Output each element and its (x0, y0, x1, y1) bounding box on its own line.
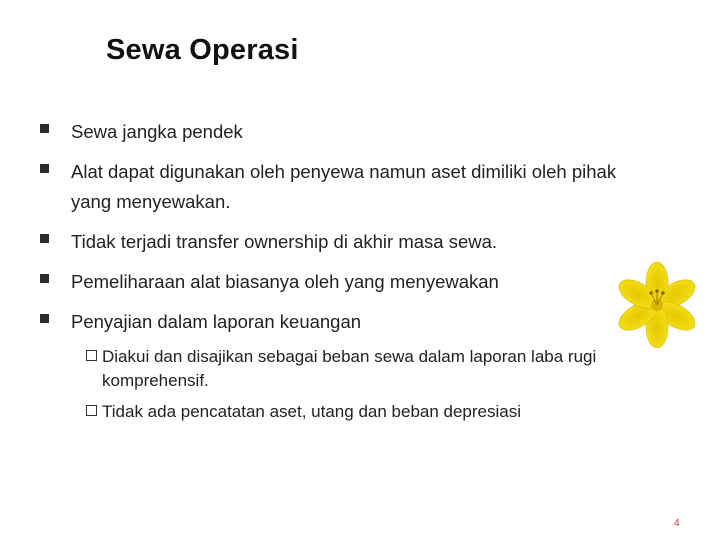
square-bullet-icon (40, 274, 49, 283)
bullet-text: Alat dapat digunakan oleh penyewa namun aset dimiliki oleh pihak yang menyewakan. (71, 161, 617, 212)
checkbox-bullet-icon (86, 350, 97, 361)
slide-title: Sewa Operasi (106, 34, 299, 66)
checkbox-bullet-icon (86, 405, 97, 416)
square-bullet-icon (40, 164, 49, 173)
page-number: 4 (674, 518, 680, 529)
sub-bullet-text: Diakui dan disajikan sebagai beban sewa dalam laporan laba rugi komprehensif. (102, 347, 597, 390)
square-bullet-icon (40, 314, 49, 323)
bullet-text: Penyajian dalam laporan keuangan (71, 311, 362, 332)
square-bullet-icon (40, 124, 49, 133)
yellow-lily-flower-icon (614, 262, 700, 348)
square-bullet-icon (40, 234, 49, 243)
bullet-text: Sewa jangka pendek (71, 121, 243, 142)
bullet-text: Tidak terjadi transfer ownership di akhir masa sewa. (71, 231, 498, 252)
sub-bullet-text: Tidak ada pencatatan aset, utang dan beban depresiasi (102, 402, 522, 421)
bullet-text: Pemeliharaan alat biasanya oleh yang menyewakan (71, 271, 499, 292)
